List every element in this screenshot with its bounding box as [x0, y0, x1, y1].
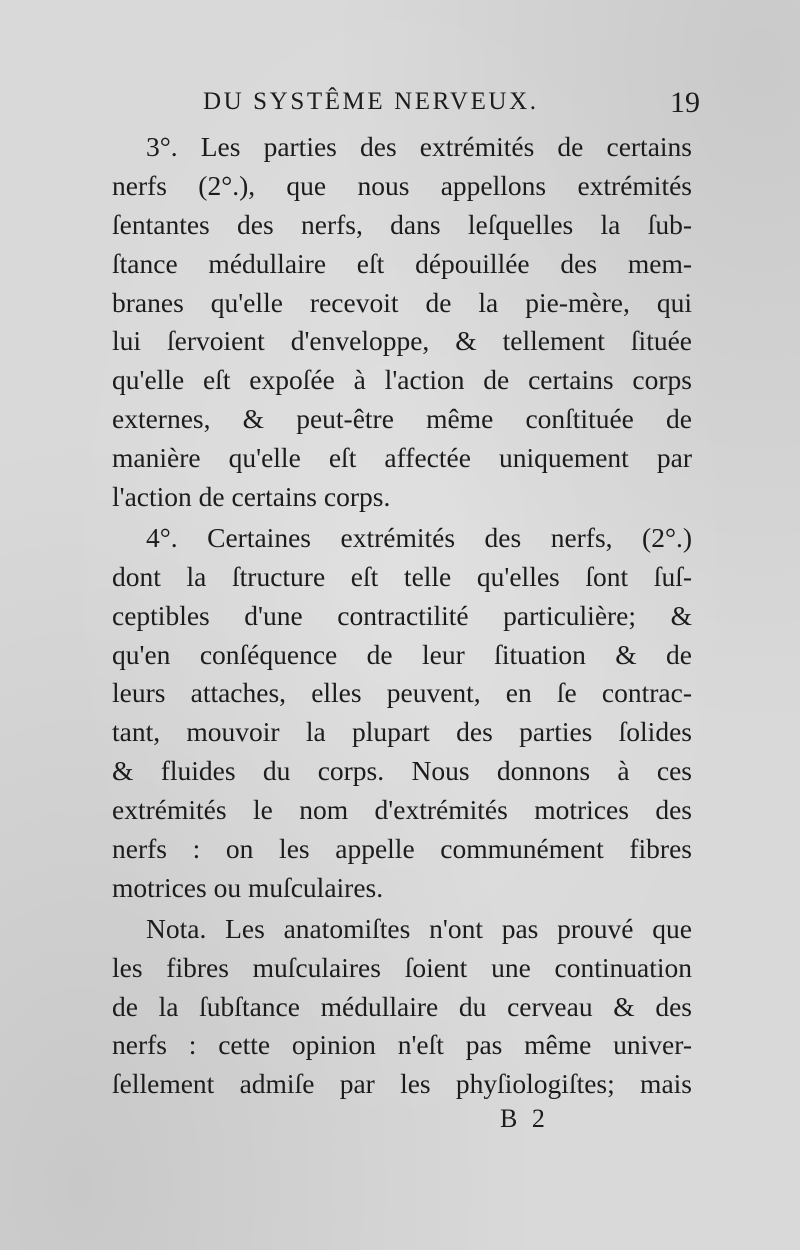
paragraph-line: extrémités le nom d'extrémités motrices des: [112, 794, 692, 826]
running-title: DU SYSTÊME NERVEUX.: [203, 88, 539, 115]
paragraph-line: qu'elle eſt expoſée à l'action de certains corps: [112, 364, 692, 396]
paragraph-line: les fibres muſculaires ſoient une continuation: [112, 951, 692, 983]
paragraph-line: Nota. Les anatomiſtes n'ont pas prouvé que: [146, 912, 692, 944]
paragraph-line: l'action de certains corps.: [112, 481, 391, 513]
page-number: 19: [670, 86, 700, 119]
running-head: [115, 86, 700, 126]
paragraph-line: ſtance médullaire eſt dépouillée des mem-: [112, 247, 692, 279]
paragraph-line: tant, mouvoir la plupart des parties ſolides: [112, 716, 692, 748]
signature-mark: B 2: [500, 1104, 549, 1133]
paragraph-line: manière qu'elle eſt affectée uniquement par: [112, 442, 692, 474]
body-text: [112, 128, 692, 1104]
paragraph-line: ceptibles d'une contractilité particulière; &: [112, 599, 692, 631]
paragraph-line: nerfs (2°.), que nous appellons extrémités: [112, 169, 692, 201]
paragraph-line: leurs attaches, elles peuvent, en ſe contrac-: [112, 677, 692, 709]
paragraph-line: de la ſubſtance médullaire du cerveau & des: [112, 990, 692, 1022]
paragraph-line: lui ſervoient d'enveloppe, & tellement ſituée: [112, 325, 692, 357]
paragraph-line: 3°. Les parties des extrémités de certains: [146, 131, 692, 162]
paragraph-line: motrices ou muſculaires.: [112, 871, 384, 903]
paragraph-line: qu'en conſéquence de leur ſituation & de: [112, 638, 692, 670]
paragraph-line: 4°. Certaines extrémités des nerfs, (2°.): [146, 521, 692, 553]
paragraph-line: externes, & peut-être même conſtituée de: [112, 403, 692, 435]
paragraph-line: dont la ſtructure eſt telle qu'elles ſont ſuſ-: [112, 560, 692, 592]
paragraph-line: & fluides du corps. Nous donnons à ces: [112, 755, 692, 787]
paragraph-line: nerfs : on les appelle communément fibres: [112, 833, 692, 865]
paragraph-line: branes qu'elle recevoit de la pie-mère, qui: [112, 286, 692, 318]
paragraph-line: ſellement admiſe par les phyſiologiſtes; mais: [112, 1068, 692, 1100]
paragraph-line: ſentantes des nerfs, dans leſquelles la ſub-: [112, 208, 692, 240]
paragraph-line: nerfs : cette opinion n'eſt pas même univer-: [112, 1029, 692, 1061]
